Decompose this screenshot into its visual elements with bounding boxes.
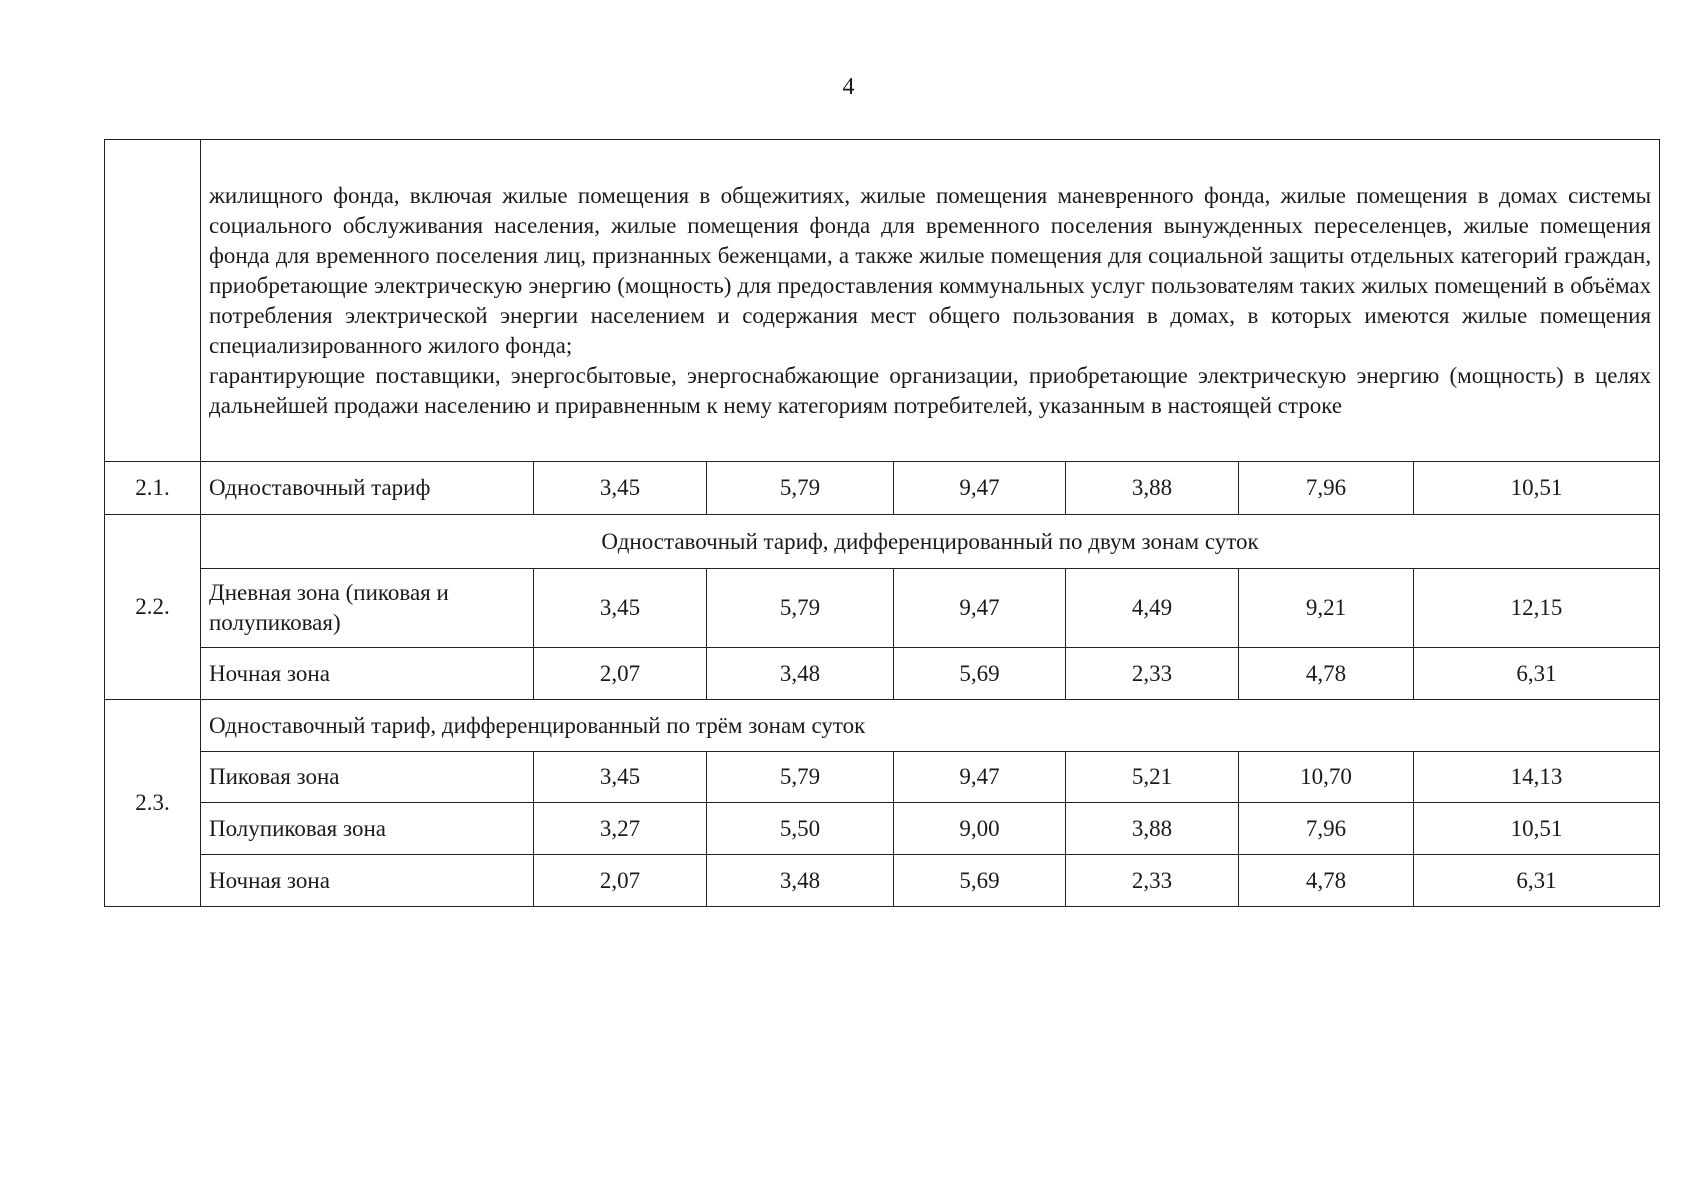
value-cell: 3,88 — [1066, 803, 1239, 855]
table-row-2-1 — [105, 462, 1660, 515]
row-label: Дневная зона (пиковая и полупиковая) — [201, 569, 534, 648]
value-cell: 4,78 — [1239, 855, 1414, 907]
intro-row — [105, 140, 1660, 462]
value-cell: 2,33 — [1066, 648, 1239, 700]
row-label: Ночная зона — [201, 648, 534, 700]
value-cell: 5,21 — [1066, 752, 1239, 803]
value-cell: 9,21 — [1239, 569, 1414, 648]
value-cell: 7,96 — [1239, 803, 1414, 855]
value-cell: 5,79 — [707, 569, 894, 648]
table-row-2-3-half-peak — [105, 803, 1660, 855]
intro-paragraph-1: жилищного фонда, включая жилые помещения в общежитиях, жилые помещения маневренного фонда, жилые помещения в домах системы социального обслуживания населения, жилые помещения фонда для временного поселения вынужденных переселенцев, жилые помещения фонда для временного поселения лиц, признанных беженцами, а также жилые помещения для социальной защиты отдельных категорий граждан, приобретающие электрическую энергию (мощность) для предоставления коммунальных услуг пользователям таких жилых помещений в объёмах потребления электрической энергии населением и содержания мест общего пользования в домах, в которых имеются жилые помещения специализированного жилого фонда; — [209, 182, 1652, 358]
intro-paragraph-2: гарантирующие поставщики, энергосбытовые, энергоснабжающие организации, приобретающие электрическую энергию (мощность) в целях дальнейшей продажи населению и приравненным к нему категориям потребителей, указанным в настоящей строке — [209, 362, 1652, 418]
value-cell: 2,07 — [534, 855, 707, 907]
value-cell: 5,69 — [894, 855, 1066, 907]
page-number: 4 — [842, 74, 855, 100]
tariff-table — [104, 139, 1660, 907]
value-cell: 9,47 — [894, 462, 1066, 515]
group-title: Одноставочный тариф, дифференцированный по двум зонам суток — [201, 515, 1660, 569]
row-number: 2.1. — [105, 462, 201, 515]
table-row-2-2-night — [105, 648, 1660, 700]
table-row-2-3-night — [105, 855, 1660, 907]
row-label: Пиковая зона — [201, 752, 534, 803]
value-cell: 3,45 — [534, 752, 707, 803]
value-cell: 2,07 — [534, 648, 707, 700]
row-label: Ночная зона — [201, 855, 534, 907]
value-cell: 6,31 — [1414, 855, 1660, 907]
value-cell: 14,13 — [1414, 752, 1660, 803]
value-cell: 4,49 — [1066, 569, 1239, 648]
value-cell: 9,47 — [894, 569, 1066, 648]
value-cell: 10,51 — [1414, 803, 1660, 855]
value-cell: 9,47 — [894, 752, 1066, 803]
value-cell: 3,48 — [707, 648, 894, 700]
table-row-2-2-day — [105, 569, 1660, 648]
value-cell: 3,45 — [534, 569, 707, 648]
row-number: 2.3. — [105, 700, 201, 907]
group-title: Одноставочный тариф, дифференцированный по трём зонам суток — [201, 700, 1660, 752]
value-cell: 3,45 — [534, 462, 707, 515]
value-cell: 7,96 — [1239, 462, 1414, 515]
value-cell: 2,33 — [1066, 855, 1239, 907]
row-label: Полупиковая зона — [201, 803, 534, 855]
intro-num-cell — [105, 140, 201, 462]
value-cell: 3,27 — [534, 803, 707, 855]
value-cell: 4,78 — [1239, 648, 1414, 700]
table-row-2-2-title — [105, 515, 1660, 569]
value-cell: 10,51 — [1414, 462, 1660, 515]
value-cell: 5,79 — [707, 752, 894, 803]
value-cell: 12,15 — [1414, 569, 1660, 648]
value-cell: 5,79 — [707, 462, 894, 515]
value-cell: 3,88 — [1066, 462, 1239, 515]
table-row-2-3-peak — [105, 752, 1660, 803]
value-cell: 5,69 — [894, 648, 1066, 700]
intro-description — [201, 140, 1660, 462]
value-cell: 3,48 — [707, 855, 894, 907]
row-number: 2.2. — [105, 515, 201, 700]
value-cell: 5,50 — [707, 803, 894, 855]
value-cell: 9,00 — [894, 803, 1066, 855]
row-label: Одноставочный тариф — [201, 462, 534, 515]
table-row-2-3-title — [105, 700, 1660, 752]
value-cell: 10,70 — [1239, 752, 1414, 803]
value-cell: 6,31 — [1414, 648, 1660, 700]
